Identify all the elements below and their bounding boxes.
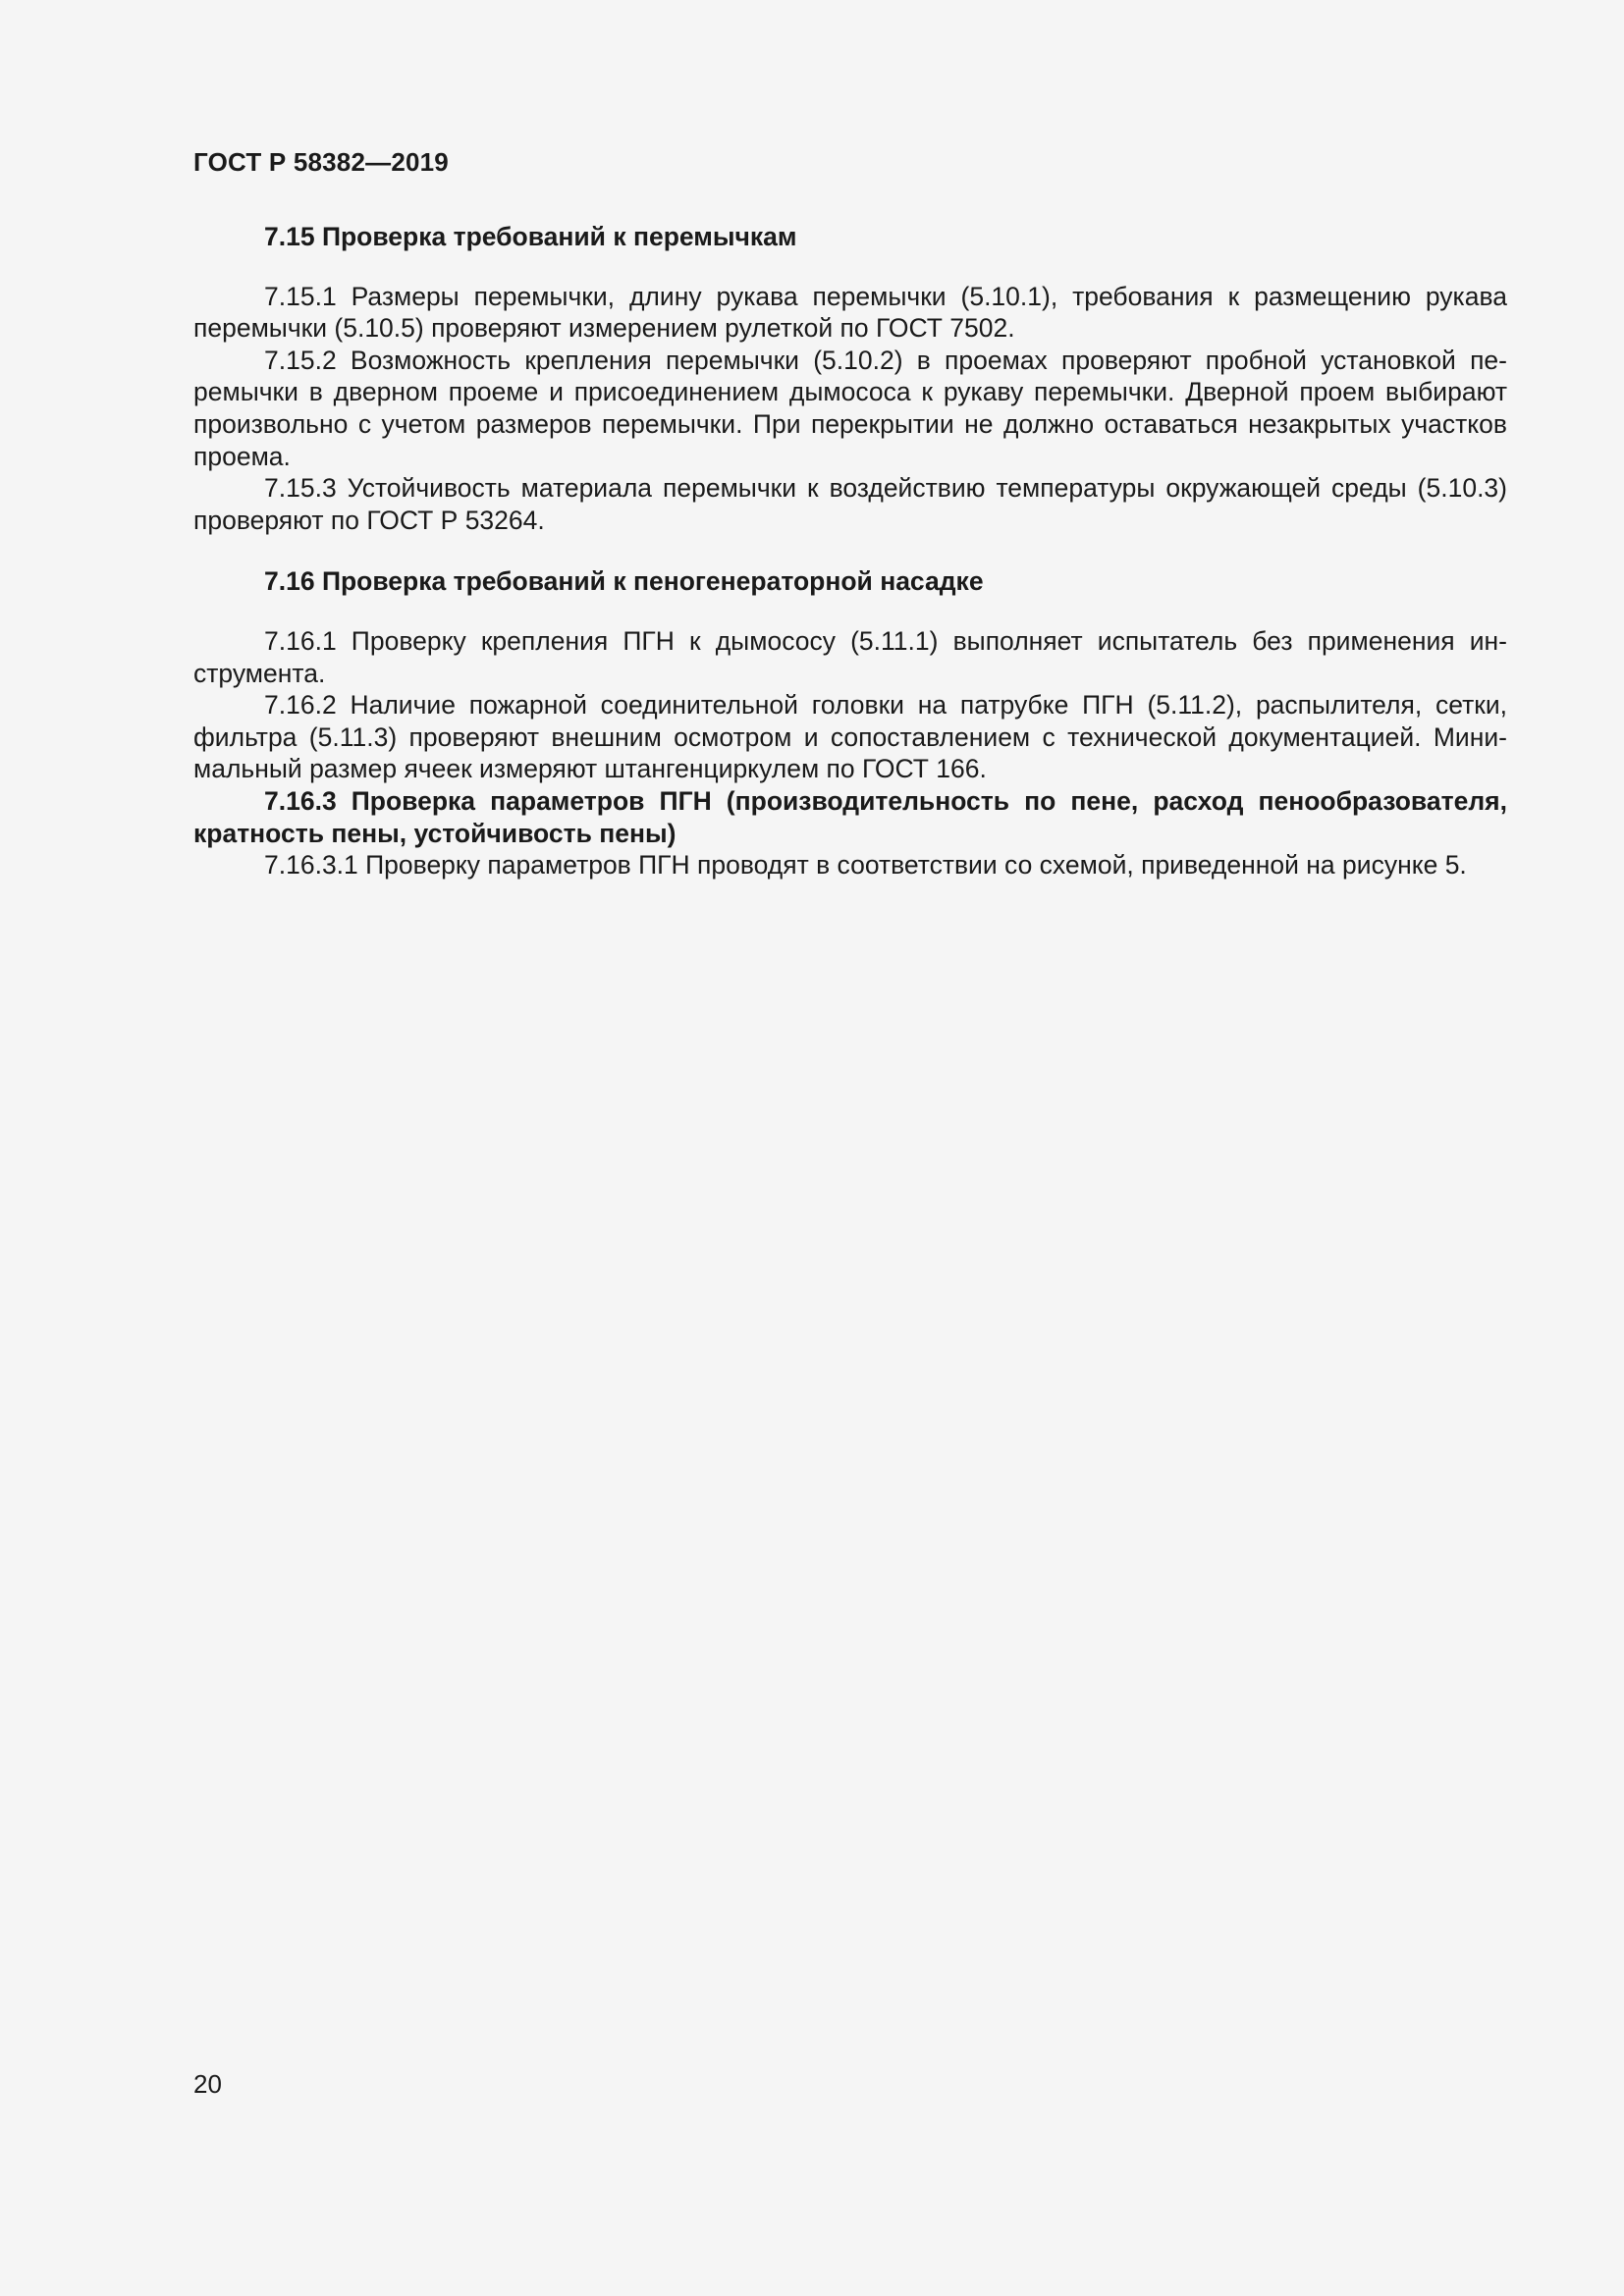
document-body [193,221,1507,881]
paragraph-7-16-1: 7.16.1 Проверку крепления ПГН к дымососу (5.11.1) выполняет испытатель без применения инструмента. [193,625,1507,688]
standard-id-header: ГОСТ Р 58382—2019 [193,147,449,177]
page-number: 20 [193,2069,222,2099]
section-heading-7-15: 7.15 Проверка требований к перемычкам [264,222,797,251]
paragraph-7-15-1: 7.15.1 Размеры перемычки, длину рукава перемычки (5.10.1), требования к размещению рукава перемычки (5.10.5) проверяют измерением рулеткой по ГОСТ 7502. [193,281,1507,344]
paragraph-7-16-3-1: 7.16.3.1 Проверку параметров ПГН проводят в соответствии со схемой, приведенной на рисунке 5. [264,850,1467,881]
section-heading-7-16: 7.16 Проверка требований к пеногенераторной насадке [264,566,984,597]
subsection-heading-7-16-3: 7.16.3 Проверка параметров ПГН (производительность по пене, расход пенообразователя, кратность пены, устойчивость пены) [193,785,1507,848]
paragraph-7-16-2: 7.16.2 Наличие пожарной соединительной головки на патрубке ПГН (5.11.2), распылителя, сетки, фильтра (5.11.3) проверяют внешним осмотром и сопоставлением с технической документацией. Минимальный размер ячеек измеряют штангенциркулем по ГОСТ 166. [193,690,1507,784]
paragraph-7-15-3: 7.15.3 Устойчивость материала перемычки к воздействию температуры окружающей среды (5.10.3) проверяют по ГОСТ Р 53264. [193,473,1507,535]
paragraph-7-15-2: 7.15.2 Возможность крепления перемычки (5.10.2) в проемах проверяют пробной установкой перемычки в дверном проеме и присоединением дымососа к рукаву перемычки. Дверной проем выбирают произвольно с учетом размеров перемычки. При перекрытии не должно оставаться незакрытых участков проема. [193,345,1507,471]
